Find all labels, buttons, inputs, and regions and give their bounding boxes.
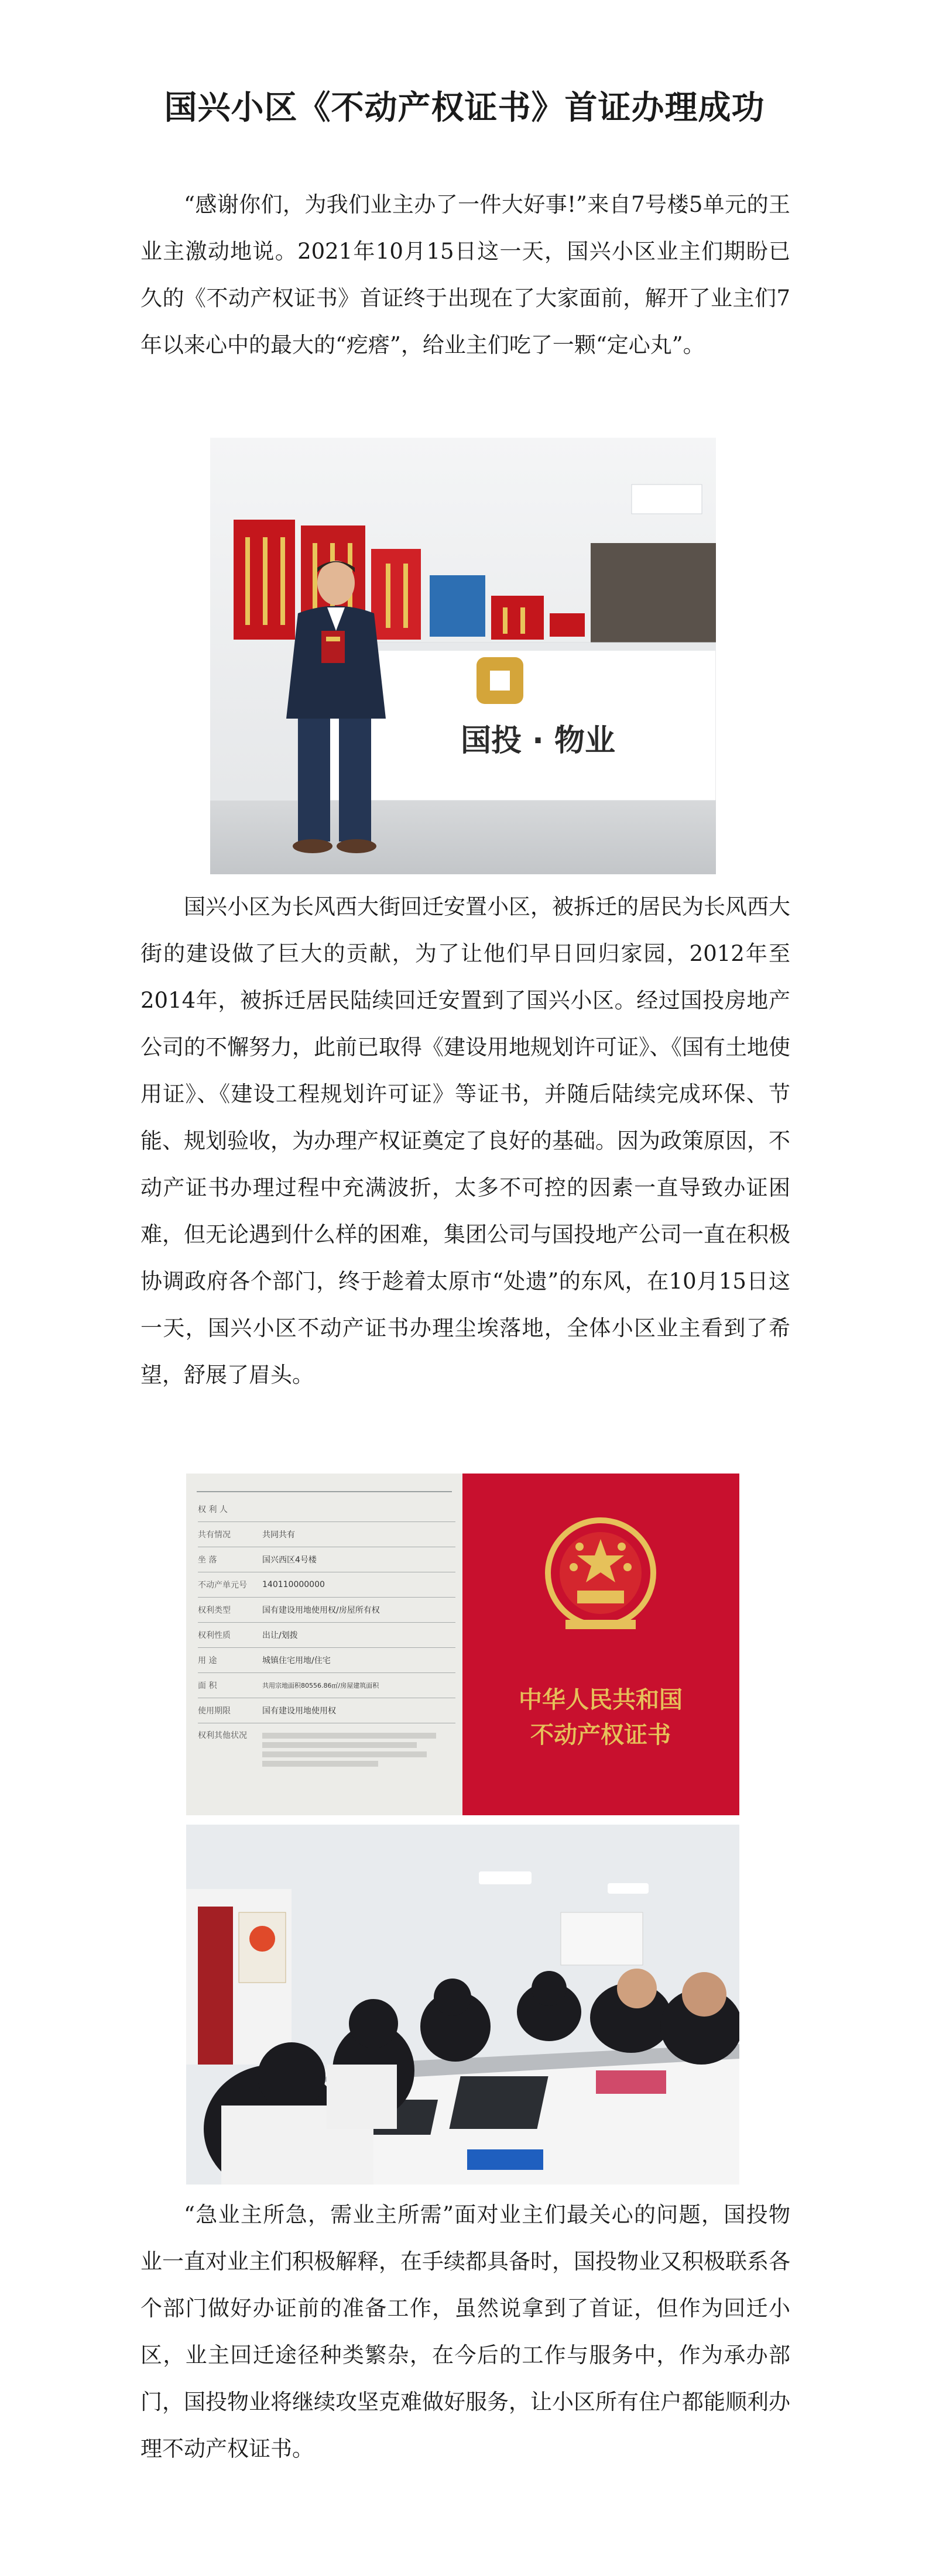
form-row: 坐 落 国兴西区4号楼 — [198, 1547, 455, 1572]
article-paragraph-3: “急业主所急，需业主所需”面对业主们最关心的问题，国投物业一直对业主们积极解释，在手续都具备时，国投物业又积极联系各个部门做好办证前的准备工作，虽然说拿到了首证，但作为回迁小区，业主回迁途径种类繁杂，在今后的工作与服务中，作为承办部门，国投物业将继续攻坚克难做好服务，让小区所有住户都能顺利办理不动产权证书。 — [140, 2202, 790, 2461]
form-row: 用 途 城镇住宅用地/住宅 — [198, 1648, 455, 1673]
wall-sign: 国投 · 物业 — [461, 723, 615, 758]
article-paragraph-2: 国兴小区为长风西大街回迁安置小区，被拆迁的居民为长风西大街的建设做了巨大的贡献，为了让他们早日回归家园，2012年至2014年，被拆迁居民陆续回迁安置到了国兴小区。经过国投房地产公司的不懈努力，此前已取得《建设用地规划许可证》、《国有土地使用证》、《建设工程规划许可证》等证书，并随后陆续完成环保、节能、规划验收，为办理产权证奠定了良好的基础。因为政策原因，不动产证书办理过程中充满波折，太多不可控的因素一直导致办证困难，但无论遇到什么样的困难，集团公司与国投地产公司一直在积极协调政府各个部门，终于趁着太原市“处遗”的东风，在10月15日这一天，国兴小区不动产证书办理尘埃落地，全体小区业主看到了希望，舒展了眉头。 — [140, 894, 790, 1387]
lobby-scene — [210, 438, 716, 874]
form-row: 权 利 人 — [198, 1497, 455, 1522]
article-title: 国兴小区《不动产权证书》首证办理成功 — [164, 89, 765, 127]
form-row: 权利性质 出让/划拨 — [198, 1623, 455, 1648]
form-row: 权利其他状况 — [198, 1723, 455, 1799]
certificate-country-title: 中华人民共和国 — [519, 1686, 683, 1713]
form-row: 权利类型 国有建设用地使用权/房屋所有权 — [198, 1598, 455, 1623]
photo-owner-with-certificate — [210, 438, 716, 874]
form-row: 不动产单元号 140110000000 — [198, 1572, 455, 1598]
certificate-form-page — [186, 1474, 462, 1815]
national-emblem-icon — [548, 1520, 653, 1629]
form-row: 使用期限 国有建设用地使用权 — [198, 1698, 455, 1723]
form-row: 面 积 共用宗地面积80556.86㎡/房屋建筑面积 — [198, 1673, 455, 1698]
certificate-cover — [462, 1474, 739, 1815]
certificate-form-table — [198, 1497, 455, 1799]
form-row: 共有情况 共同共有 — [198, 1522, 455, 1547]
article-paragraph-1: “感谢你们，为我们业主办了一件大好事!”来自7号楼5单元的王业主激动地说。2021年10月15日这一天，国兴小区业主们期盼已久的《不动产权证书》首证终于出现在了大家面前，解开了业主们7年以来心中的最大的“疙瘩”，给业主们吃了一颗“定心丸”。 — [140, 192, 790, 358]
office-scene — [186, 1825, 739, 2185]
photo-office-processing — [186, 1825, 739, 2185]
certificate-title: 不动产权证书 — [530, 1721, 671, 1749]
photo-certificate — [186, 1474, 739, 1815]
